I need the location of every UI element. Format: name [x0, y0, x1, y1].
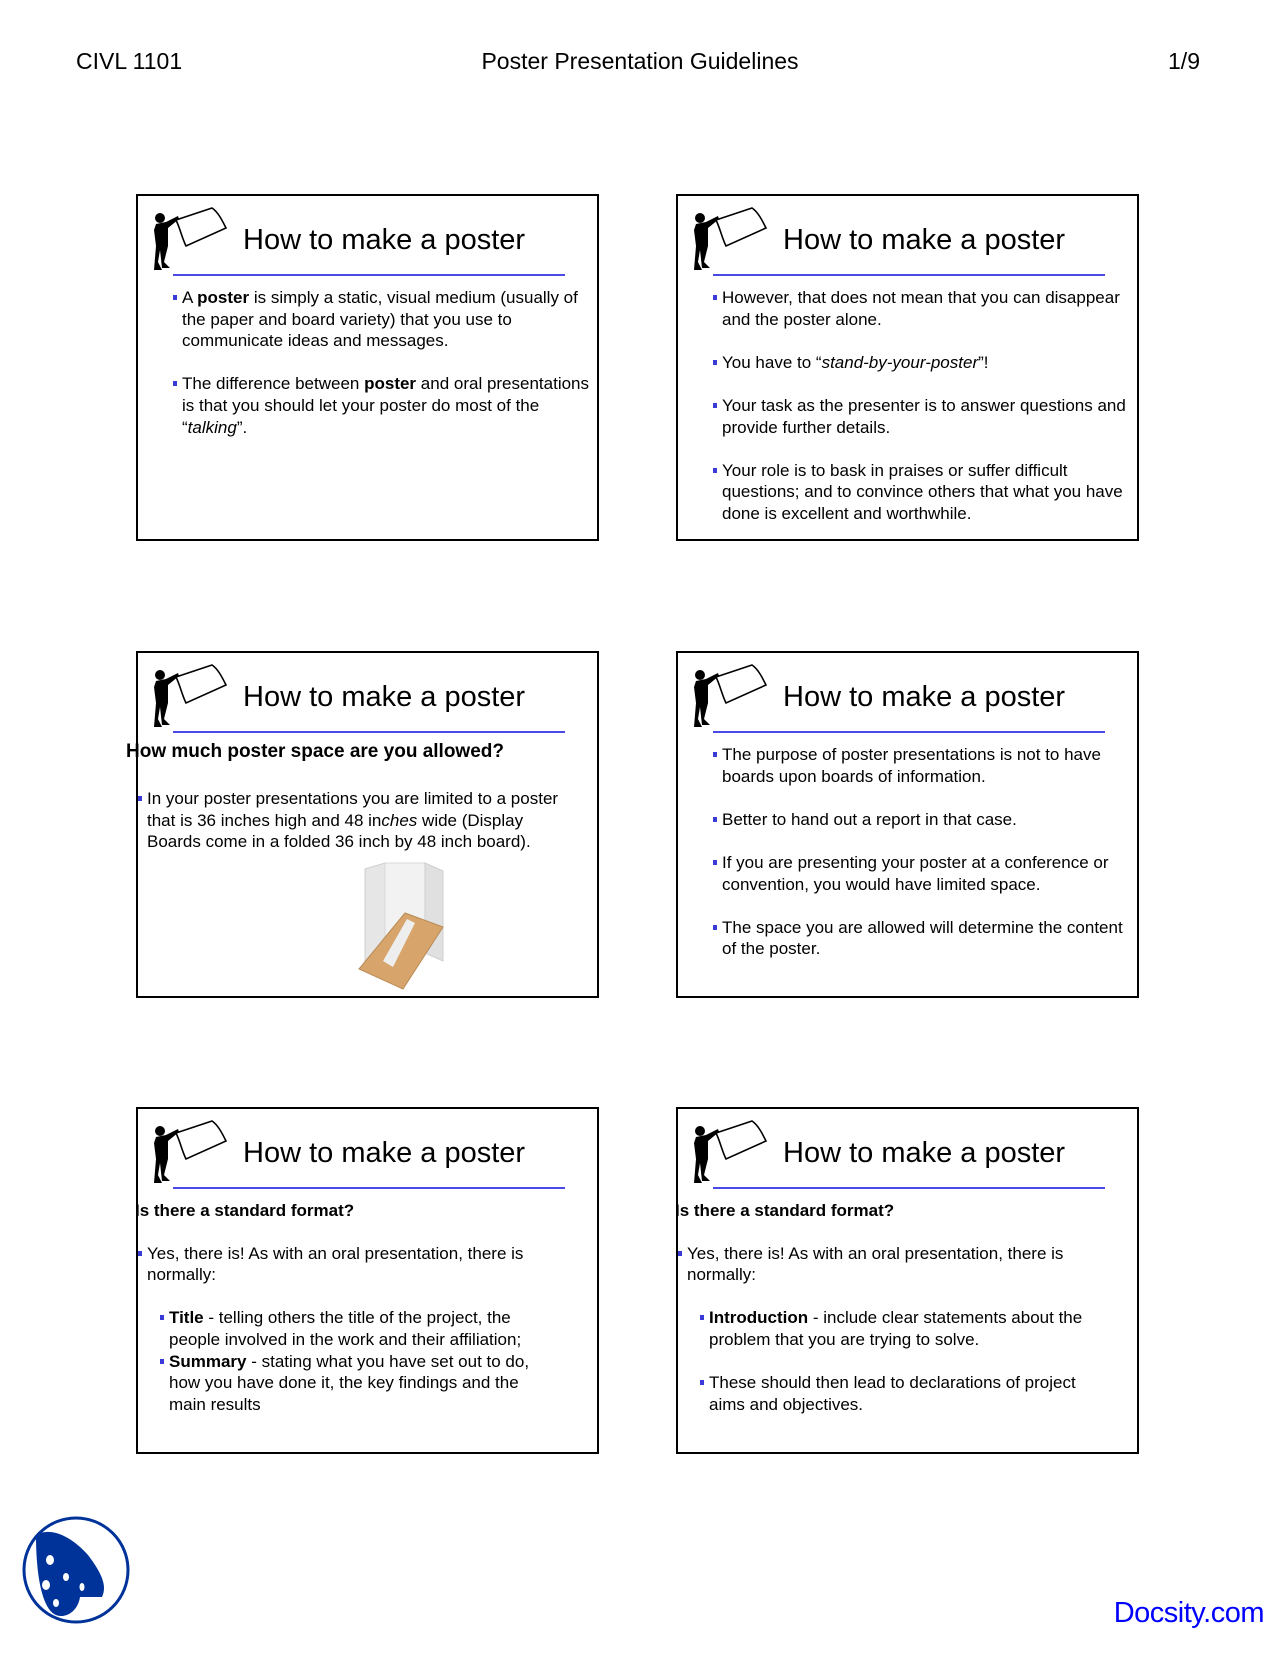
- bullet-text: A: [182, 288, 198, 307]
- bullet-item: [713, 460, 1133, 525]
- bullet-text: - telling others the title of the project, the people involved in the work and their affiliation;: [169, 1308, 522, 1349]
- bullet-text: wide (Display Boards come in a folded 36 inch by 48 inch board).: [147, 810, 531, 852]
- bullet-text: Yes, there is! As with an oral presentation, there is normally:: [147, 1243, 524, 1285]
- bullet-text: - include clear statements about the problem that you are trying to solve.: [709, 1308, 1083, 1349]
- bullet-text: talking: [187, 417, 237, 437]
- bullet-text: Your task as the presenter is to answer questions and provide further details.: [722, 395, 1126, 437]
- bullet-text: These should then lead to declarations of project aims and objectives.: [709, 1373, 1076, 1414]
- bullet-text: Introduction: [709, 1308, 809, 1328]
- slide-subheading: How much poster space are you allowed?: [126, 741, 504, 762]
- bullet-text: Yes, there is! As with an oral presentation, there is normally:: [687, 1243, 1064, 1285]
- bullet-text: However, that does not mean that you can disappear and the poster alone.: [722, 288, 1120, 329]
- bullet-text: The purpose of poster presentations is not to have boards upon boards of information.: [722, 745, 1101, 786]
- slide-title: How to make a poster: [243, 681, 526, 713]
- slide-content: [173, 287, 593, 438]
- bullet-item: [173, 373, 593, 438]
- bullet-item: [173, 287, 593, 352]
- slide-6: [676, 1107, 1139, 1454]
- bullet-text: and oral presentations is that you should let your poster do most of the “: [182, 374, 590, 437]
- bullet-item: [138, 788, 566, 853]
- slide-content: [713, 744, 1133, 960]
- title-rule: [713, 1187, 1105, 1189]
- bullet-item: [713, 744, 1133, 787]
- title-rule: [173, 1187, 565, 1189]
- title-rule: [173, 731, 565, 733]
- bullet-text: The space you are allowed will determine the content of the poster.: [722, 917, 1123, 959]
- bullet-text: ches: [381, 810, 418, 830]
- bullet-item: [713, 287, 1133, 330]
- slide-1: [136, 194, 599, 541]
- docsity-logo-icon: [20, 1515, 132, 1625]
- slide-2: [676, 194, 1139, 541]
- docsity-link[interactable]: Docsity.com: [1113, 1597, 1264, 1629]
- slide-3: [126, 651, 599, 998]
- bullet-text: stand-by-your-poster: [821, 352, 979, 372]
- bullet-item: [700, 1372, 1095, 1415]
- bullet-text: poster: [364, 374, 417, 394]
- slide-4: [676, 651, 1139, 998]
- bullet-item: [713, 809, 1133, 831]
- bullet-item: [713, 395, 1133, 438]
- bullet-item: [713, 852, 1133, 895]
- bullet-text: The difference between: [182, 374, 365, 394]
- bullet-text: poster: [197, 288, 250, 307]
- presenter-figure-icon: [692, 663, 768, 731]
- bullet-text: Title: [169, 1308, 204, 1328]
- bullet-item: [160, 1307, 555, 1350]
- title-rule: [713, 731, 1105, 733]
- bullet-text: In your poster presentations you are limited to a poster that is 36 inches high and 48 in: [147, 789, 559, 830]
- slide-subheading: Is there a standard format?: [675, 1201, 895, 1220]
- slide-content: [126, 741, 566, 853]
- bullet-text: Better to hand out a report in that case.: [722, 809, 1017, 829]
- slide-title: How to make a poster: [243, 224, 526, 256]
- bullet-text: ”!: [978, 352, 989, 372]
- bullet-item: [160, 1351, 555, 1416]
- bullet-item: [713, 917, 1133, 960]
- presenter-figure-icon: [152, 206, 228, 274]
- bullet-item: [713, 352, 1133, 374]
- display-board-image: [355, 861, 447, 991]
- presenter-figure-icon: [152, 663, 228, 731]
- bullet-item: [138, 1243, 555, 1286]
- document-title: Poster Presentation Guidelines: [481, 48, 799, 74]
- bullet-text: ”.: [236, 417, 248, 437]
- course-code: CIVL 1101: [76, 48, 183, 74]
- slide-title: How to make a poster: [783, 224, 1066, 256]
- bullet-text: You have to “: [722, 352, 822, 372]
- slide-title: How to make a poster: [243, 1137, 526, 1169]
- presenter-figure-icon: [692, 206, 768, 274]
- slide-title: How to make a poster: [783, 1137, 1066, 1169]
- presenter-figure-icon: [152, 1119, 228, 1187]
- bullet-text: is simply a static, visual medium (usually of the paper and board variety) that you use to communicate ideas and messages.: [182, 288, 578, 351]
- bullet-text: - stating what you have set out to do, how you have done it, the key findings and the main results: [169, 1351, 530, 1414]
- slide-title: How to make a poster: [783, 681, 1066, 713]
- bullet-text: Summary: [169, 1351, 247, 1371]
- slide-content: [675, 1200, 1095, 1415]
- bullet-text: Your role is to bask in praises or suffer difficult questions; and to convince others that what you have done is excellent and worthwhile.: [722, 460, 1123, 523]
- bullet-item: [700, 1307, 1095, 1350]
- page-number: 1/9: [1168, 48, 1200, 74]
- title-rule: [713, 274, 1105, 276]
- slide-content: [713, 287, 1133, 525]
- slide-subheading: Is there a standard format?: [135, 1201, 355, 1220]
- bullet-text: If you are presenting your poster at a conference or convention, you would have limited space.: [722, 852, 1109, 894]
- slide-content: [135, 1200, 555, 1415]
- presenter-figure-icon: [692, 1119, 768, 1187]
- title-rule: [173, 274, 565, 276]
- bullet-item: [678, 1243, 1095, 1286]
- slide-5: [136, 1107, 599, 1454]
